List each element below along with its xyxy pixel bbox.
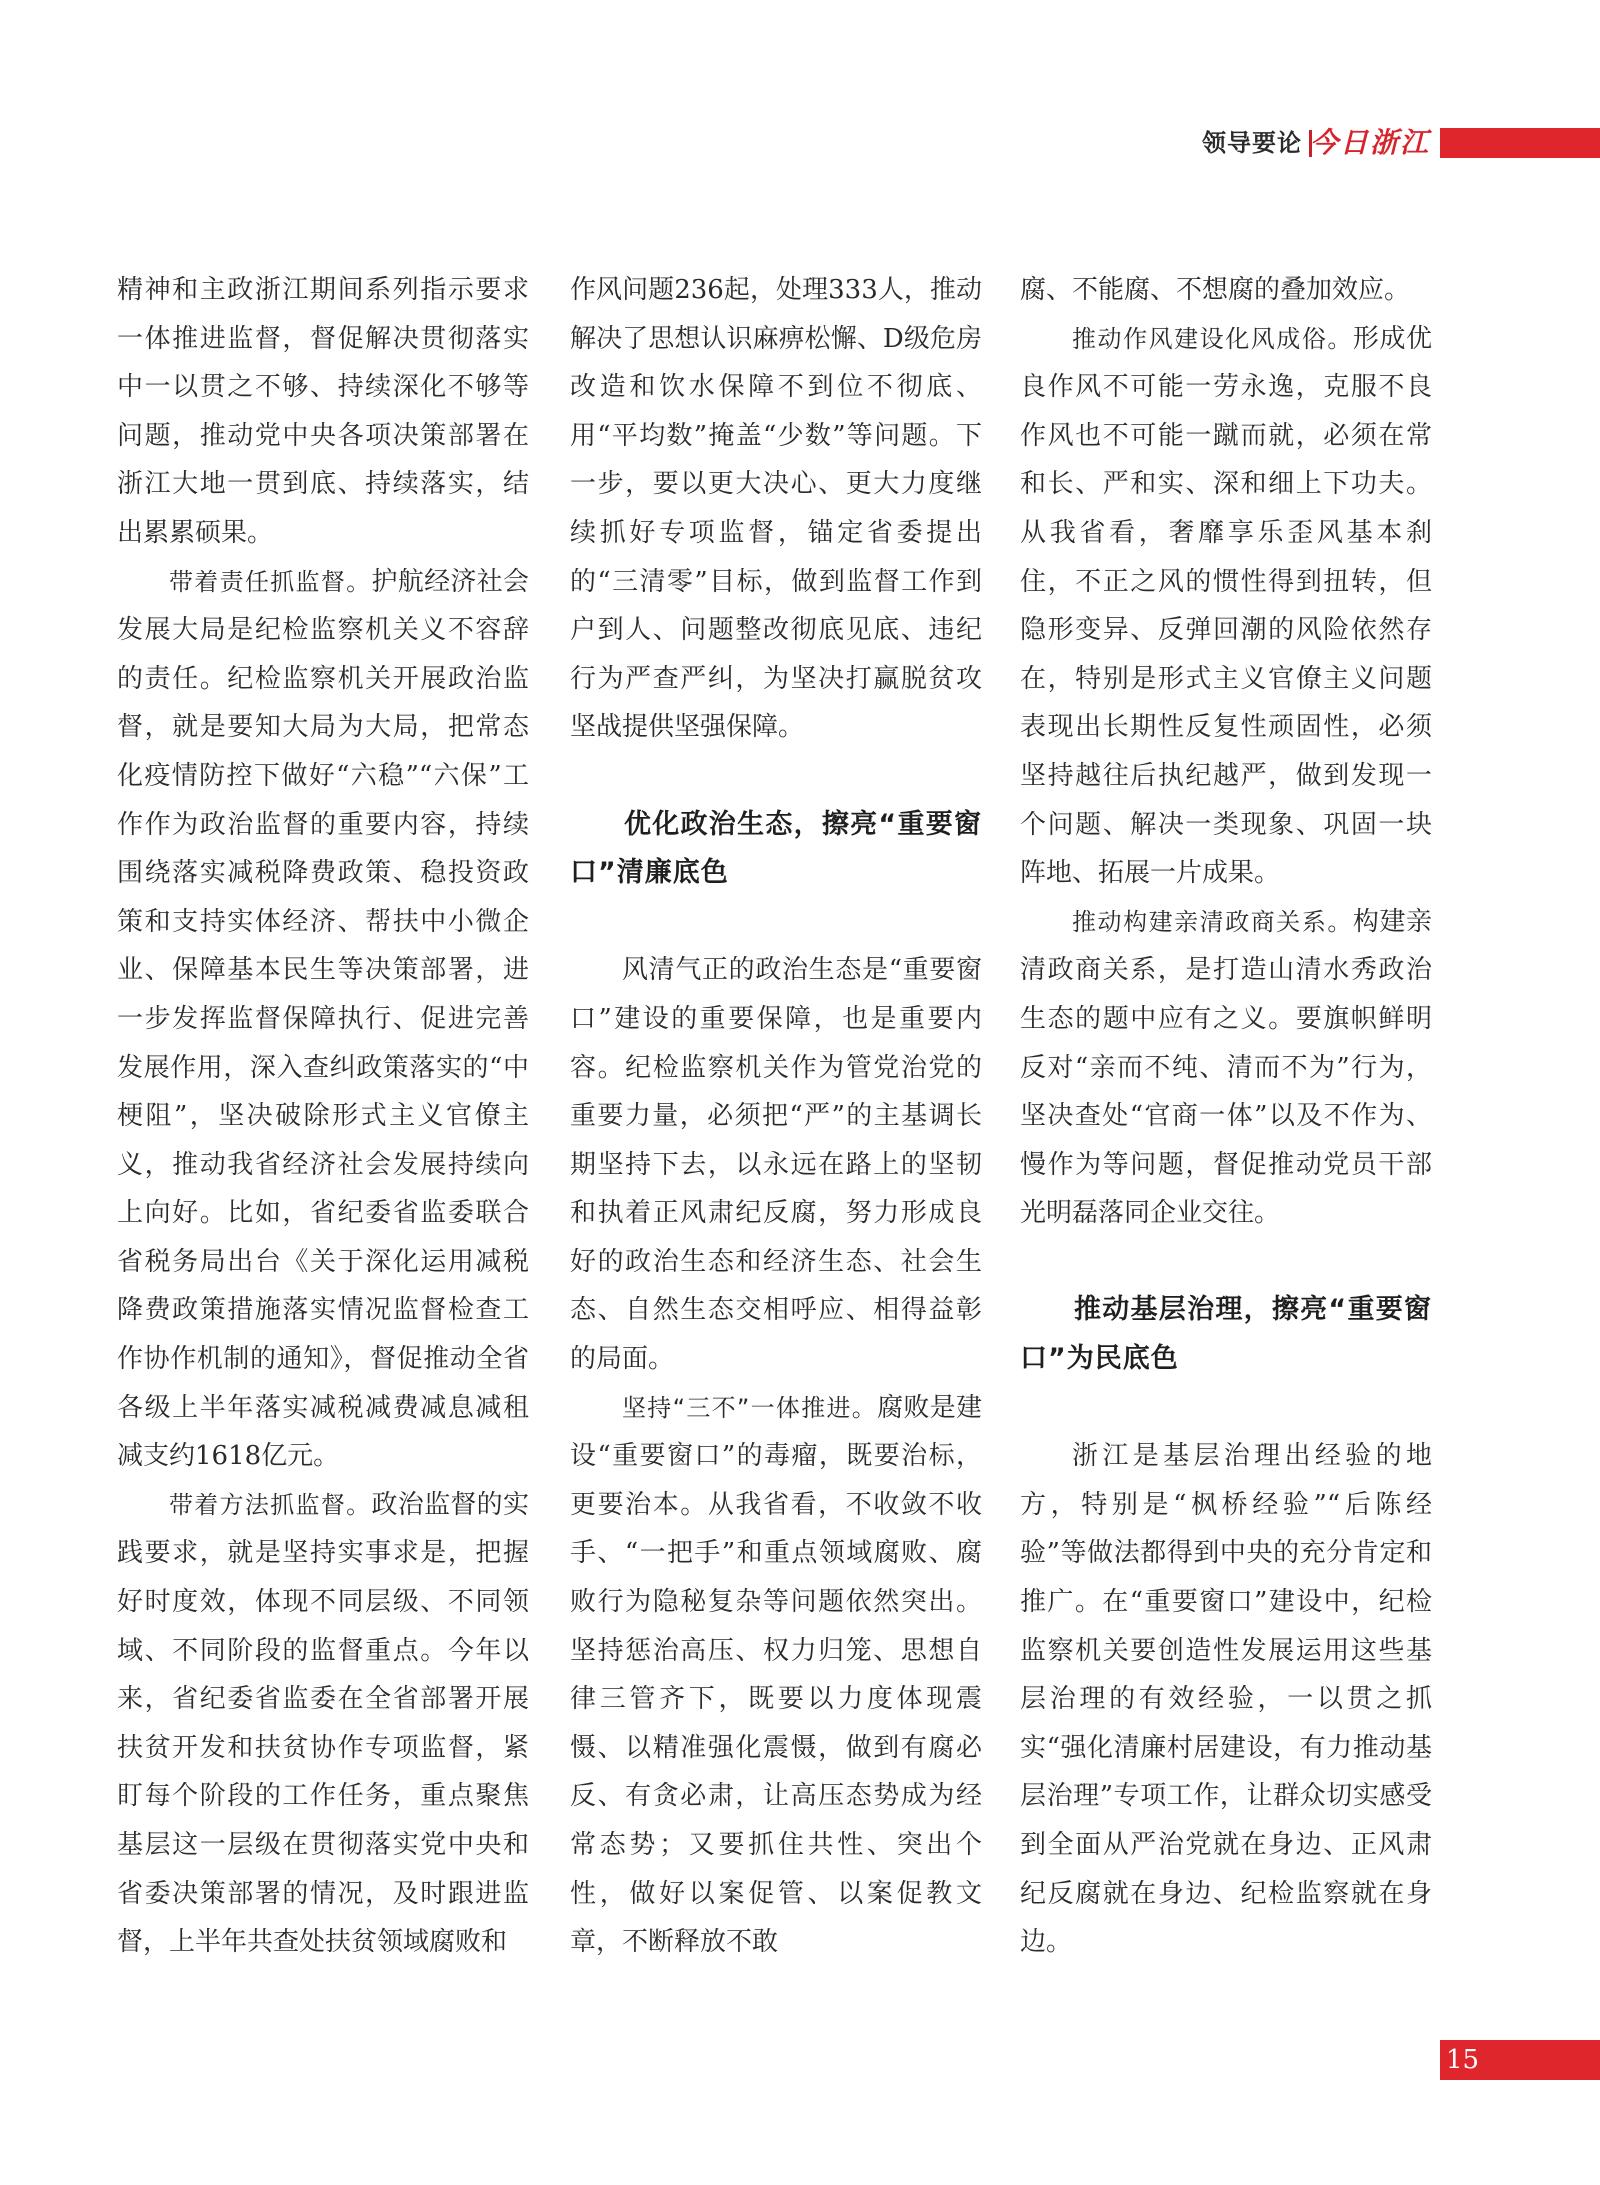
paragraph [117,1481,529,1967]
column-1 [117,266,529,1967]
column-3 [1020,266,1432,1967]
paragraph: 精神和主政浙江期间系列指示要求一体推进监督，督促解决贯彻落实中一以贯之不够、持续深化不够等问题，推动党中央各项决策部署在浙江大地一贯到底、持续落实，结出累累硕果。 [117,275,529,548]
magazine-logo: 今日浙江 [1309,126,1430,159]
paragraph-lead: 推动作风建设化风成俗。 [1072,324,1353,353]
section-spacer [570,752,982,801]
paragraph-lead: 带着责任抓监督。 [169,567,372,596]
paragraph: 浙江是基层治理出经验的地方，特别是“枫桥经验”“后陈经验”等做法都得到中央的充分肯定和推广。在“重要窗口”建设中，纪检监察机关要创造性发展运用这些基层治理的有效经验，一以贯之抓实“强化清廉村居建设，有力推动基层治理”专项工作，让群众切实感受到全面从严治党就在身边、正风肃纪反腐就在身边、纪检监察就在身边。 [1020,1441,1432,1958]
paragraph [570,1384,982,1967]
section-title: 领导要论 [1202,129,1302,157]
section-spacer [1020,1238,1432,1287]
paragraph-body: 护航经济社会发展大局是纪检监察机关义不容辞的责任。纪检监察机关开展政治监督，就是要知大局为大局，把常态化疫情防控下做好“六稳”“六保”工作作为政治监督的重要内容，持续围绕落实减税降费政策、稳投资政策和支持实体经济、帮扶中小微企业、保障基本民生等决策部署，进一步发挥监督保障执行、促进完善发展作用，深入查纠政策落实的“中梗阻”，坚决破除形式主义官僚主义，推动我省经济社会发展持续向上向好。比如，省纪委省监委联合省税务局出台《关于深化运用减税降费政策措施落实情况监督检查工作协作机制的通知》，督促推动全省各级上半年落实减税减费减息减租减支约1618亿元。 [117,566,529,1472]
section-heading: 优化政治生态，擦亮“重要窗口”清廉底色 [570,808,982,889]
paragraph-lead: 坚持“三不”一体推进。 [622,1393,878,1422]
page-number: 15 [1446,2045,1480,2075]
paragraph-body: 构建亲清政商关系，是打造山清水秀政治生态的题中应有之义。要旗帜鲜明反对“亲而不纯、清而不为”行为，坚决查处“官商一体”以及不作为、慢作为等问题，督促推动党员干部光明磊落同企业交往。 [1020,906,1432,1229]
paragraph [1020,898,1432,1238]
column-2 [570,266,982,1967]
paragraph: 作风问题236起，处理333人，推动解决了思想认识麻痹松懈、D级危房改造和饮水保障不到位不彻底、用“平均数”掩盖“少数”等问题。下一步，要以更大决心、更大力度继续抓好专项监督，锚定省委提出的“三清零”目标，做到监督工作到户到人、问题整改彻底见底、违纪行为严查严纠，为坚决打赢脱贫攻坚战提供坚强保障。 [570,275,982,743]
paragraph-lead: 带着方法抓监督。 [169,1490,372,1519]
section-spacer [570,898,982,947]
header-accent-bar [1440,128,1600,158]
paragraph-body: 形成优良作风不可能一劳永逸，克服不良作风也不可能一蹴而就，必须在常和长、严和实、深和细上下功夫。从我省看，奢靡享乐歪风基本刹住，不正之风的惯性得到扭转，但隐形变异、反弹回潮的风险依然存在，特别是形式主义官僚主义问题表现出长期性反复性顽固性，必须坚持越往后执纪越严，做到发现一个问题、解决一类现象、巩固一块阵地、拓展一片成果。 [1020,323,1432,889]
paragraph [1020,315,1432,898]
section-heading: 推动基层治理，擦亮“重要窗口”为民底色 [1020,1294,1432,1375]
paragraph: 腐、不能腐、不想腐的叠加效应。 [1020,275,1411,305]
paragraph [117,558,529,1481]
page-header [0,128,1600,158]
paragraph-lead: 推动构建亲清政商关系。 [1072,907,1353,936]
section-spacer [1020,1384,1432,1433]
paragraph: 风清气正的政治生态是“重要窗口”建设的重要保障，也是重要内容。纪检监察机关作为管党治党的重要力量，必须把“严”的主基调长期坚持下去，以永远在路上的坚韧和执着正风肃纪反腐，努力形成良好的政治生态和经济生态、社会生态、自然生态交相呼应、相得益彰的局面。 [570,955,982,1375]
paragraph-body: 政治监督的实践要求，就是坚持实事求是，把握好时度效，体现不同层级、不同领域、不同阶段的监督重点。今年以来，省纪委省监委在全省部署开展扶贫开发和扶贫协作专项监督，紧盯每个阶段的工作任务，重点聚焦基层这一层级在贯彻落实党中央和省委决策部署的情况，及时跟进监督，上半年共查处扶贫领域腐败和 [117,1489,529,1958]
paragraph-body: 腐败是建设“重要窗口”的毒瘤，既要治标，更要治本。从我省看，不收敛不收手、“一把手”和重点领域腐败、腐败行为隐秘复杂等问题依然突出。坚持惩治高压、权力归笼、思想自律三管齐下，既要以力度体现震慑、以精准强化震慑，做到有腐必反、有贪必肃，让高压态势成为经常态势；又要抓住共性、突出个性，做好以案促管、以案促教文章，不断释放不敢 [570,1392,982,1958]
